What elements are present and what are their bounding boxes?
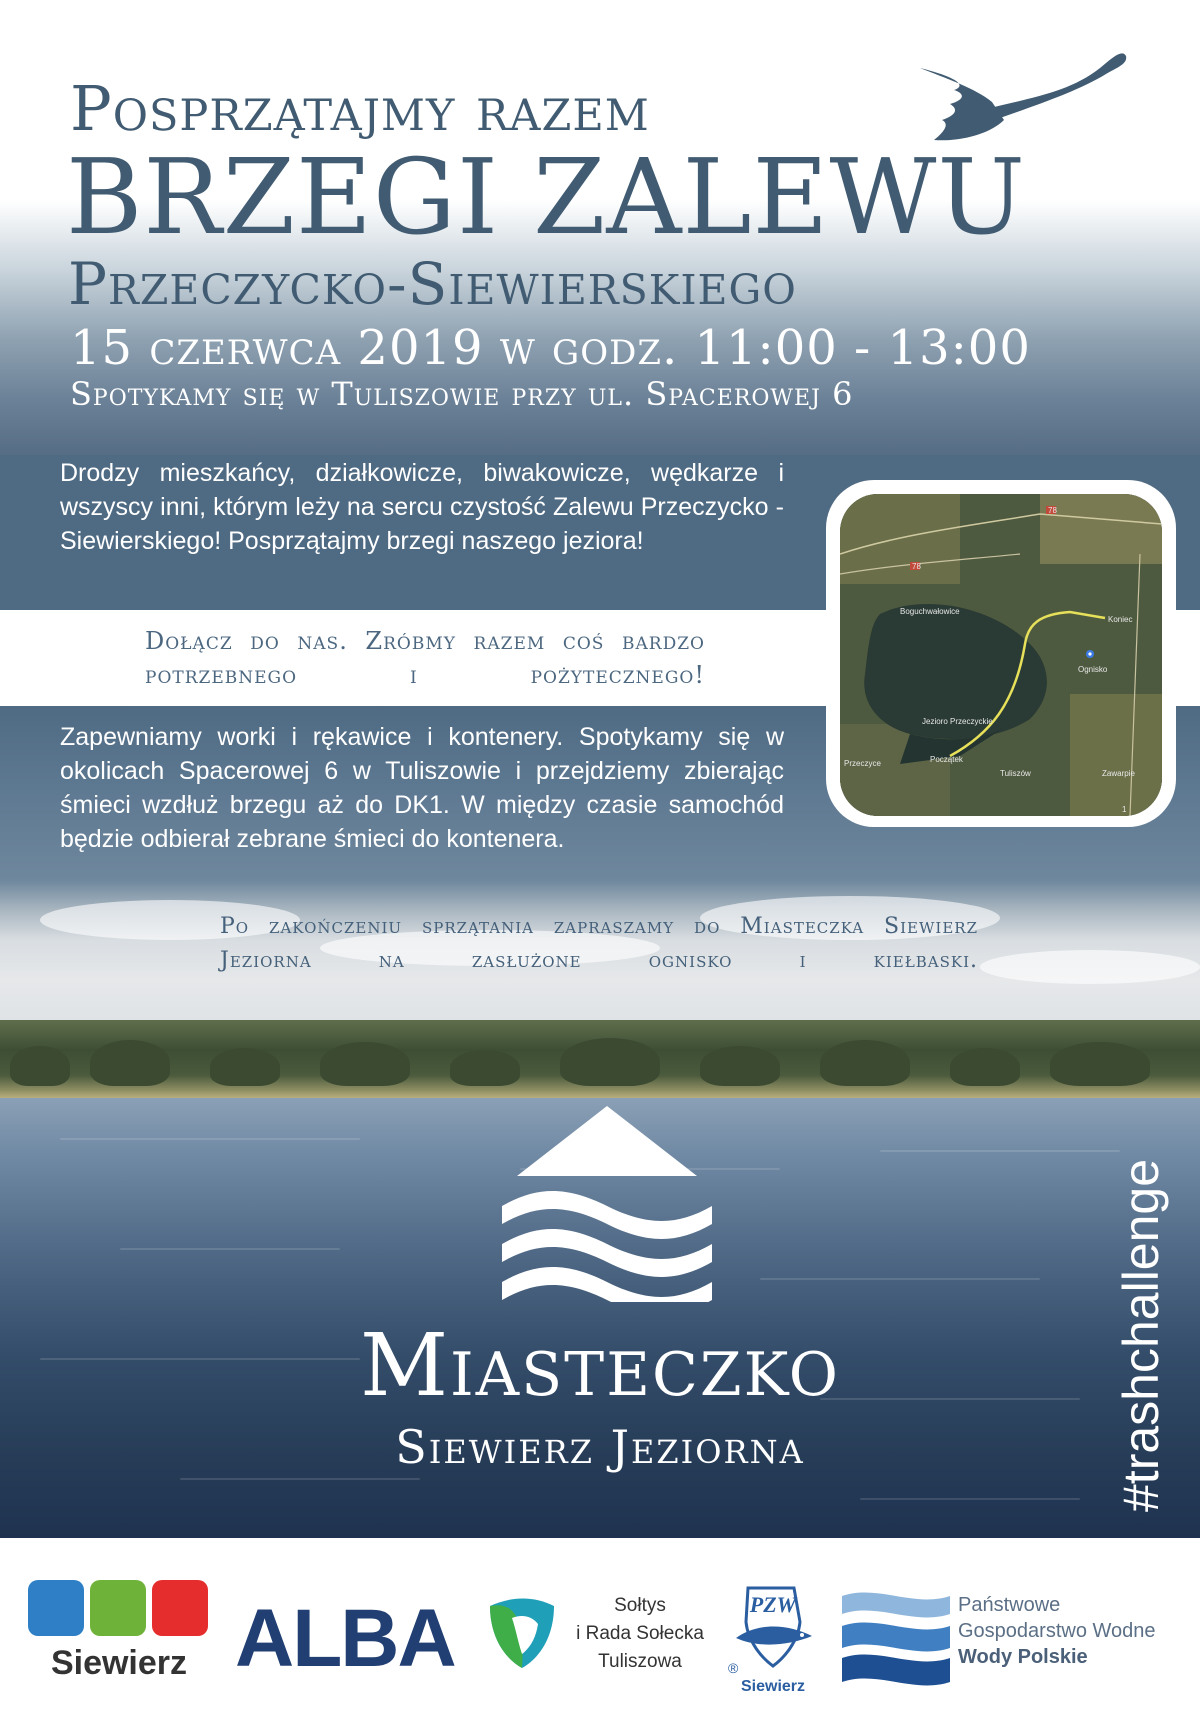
fish-icon [728,1582,818,1672]
headline-line-3: Przeczycko-Siewierskiego [68,250,797,318]
soltys-line-1: Sołtys [614,1595,666,1616]
registered-mark: ® [728,1660,739,1676]
map-label: 78 [1048,506,1057,515]
wody-polskie-icon [842,1586,950,1690]
map-label: Boguchwałowice [900,607,960,616]
tree-line-photo [0,1020,1200,1098]
map-label: Koniec [1108,615,1133,624]
wody-line-1: Państwowe [958,1594,1061,1616]
leaf-icon [90,1580,146,1636]
bread-icon [152,1580,208,1636]
miasteczko-logo-icon [497,1106,717,1302]
water-drop-icon [482,1592,562,1672]
pzw-letters: PZW [749,1592,797,1617]
after-event-invitation: Po zakończeniu sprzątania zapraszamy do Miasteczka Siewierz Jeziorna na zasłużone ognisko i kiełbaski. [220,914,978,973]
headline-line-2: BRZEGI ZALEWU [66,136,1027,258]
soltys-line-2: i Rada Sołecka [576,1623,704,1644]
wody-polskie-text [958,1592,1188,1670]
soltys-tuliszowa [570,1592,710,1676]
map-label: Początek [930,755,963,764]
siewierz-label: Siewierz [50,1644,188,1682]
wody-line-3: Wody Polskie [958,1646,1088,1668]
siewierz-logo [24,1580,214,1700]
map-label: 78 [912,562,921,571]
sponsors-bar [0,1538,1200,1720]
alba-logo: ALBA [235,1593,455,1684]
map-label: Tuliszów [1000,769,1031,778]
map-label: 1 [1122,805,1127,814]
satellite-map [840,494,1162,816]
headline-line-1: Posprzątajmy razem [70,72,650,145]
map-label: Przeczyce [844,759,881,768]
map-label: Ognisko [1078,665,1108,674]
intro-paragraph: Drodzy mieszkańcy, działkowicze, biwakowicze, wędkarze i wszyscy inni, którym leży na sercu czystość Zalewu Przeczycko - Siewierskiego! Posprzątajmy brzegi naszego jeziora! [60,459,784,555]
meeting-place: Spotykamy się w Tuliszowie przy ul. Spacerowej 6 [70,375,854,413]
wody-line-2: Gospodarstwo Wodne [958,1620,1156,1642]
details-paragraph: Zapewniamy worki i rękawice i kontenery. Spotykamy się w okolicach Spacerowej 6 w Tuliszowie i przejdziemy zbierając śmieci wzdłuż brzegu aż do DK1. W między czasie samochód będzie odbierał zebrane śmieci do kontenera. [60,723,784,853]
join-us-callout: Dołącz do nas. Zróbmy razem coś bardzo potrzebnego i pożytecznego! [145,627,705,689]
castle-icon [28,1580,84,1636]
logo-name: Miasteczko [359,1316,840,1416]
pzw-logo [728,1582,818,1710]
event-date-time: 15 czerwca 2019 w godz. 11:00 - 13:00 [70,320,1031,376]
map-label: Jezioro Przeczyckie [922,717,993,726]
logo-subtitle: Siewierz Jeziorna [395,1420,805,1474]
soltys-line-3: Tuliszowa [598,1651,682,1672]
pzw-label: Siewierz [740,1678,806,1695]
map-label: Zawarpie [1102,769,1135,778]
hashtag: #trashchallenge [1113,1158,1169,1512]
